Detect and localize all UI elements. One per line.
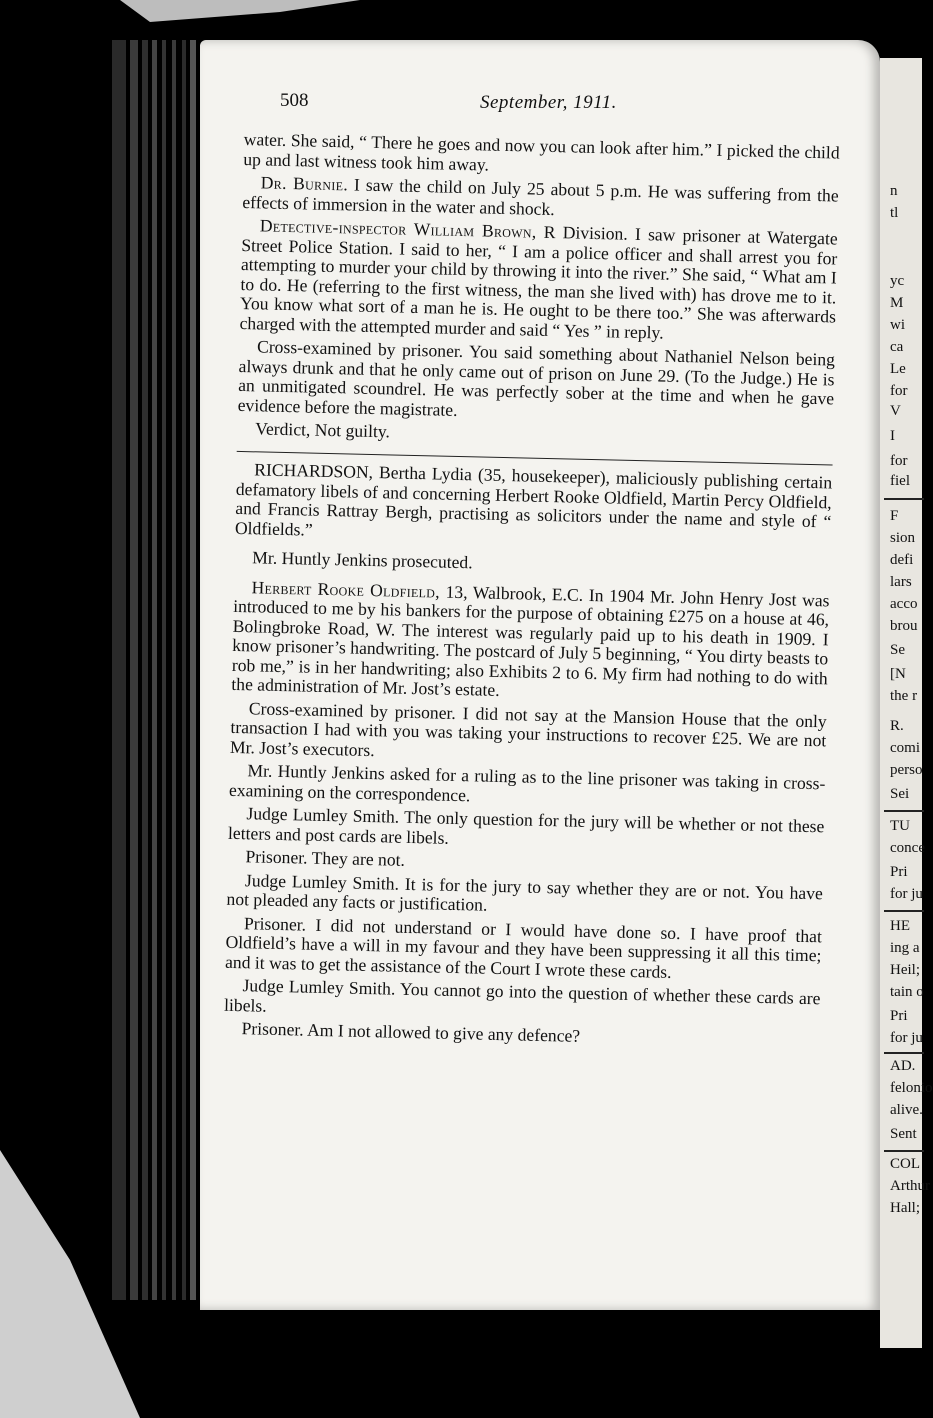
facing-page-fragment: Pri [890,1008,908,1024]
paragraph-judge-1: Judge Lumley Smith. The only question for the jury will be whether or not these letters and post cards are libels. [227,803,825,848]
facing-page-fragment: defi [890,552,914,568]
facing-page-fragment: for ju [890,886,923,902]
facing-page-fragment: acco [890,596,918,612]
facing-page-edge [880,58,933,1348]
facing-page-fragment: Se [890,642,905,658]
defendant-name: RICHARDSON, [254,459,374,483]
facing-page-fragment: lars [890,574,912,590]
facing-page-fragment: Arthur [890,1178,930,1194]
page-body [223,130,840,1056]
facing-page-fragment: fiel [890,473,910,489]
paragraph-judge-2: Judge Lumley Smith. It is for the jury to say whether they are or not. You have not pleaded any facts or justification. [226,869,824,915]
paragraph-verdict: Verdict, Not guilty. [255,418,391,442]
facing-page-fragment: M [890,295,904,311]
facing-page-fragment: alive. [890,1102,923,1118]
facing-page-fragment: perso [890,762,923,778]
running-head [480,92,617,114]
paragraph-judge-3: Judge Lumley Smith. You cannot go into the question of whether these cards are libels. [223,975,821,1016]
facing-page-fragment: n [890,183,898,199]
facing-page-fragment: Heil; [890,962,920,978]
facing-page-fragment: conce [890,840,925,856]
paragraph-case-heading: RICHARDSON, Bertha Lydia (35, housekeeper), maliciously publishing certain defamatory libels of and concerning Herbert Rooke Oldfield, Martin Percy Oldfield, and Francis Rattray Bergh, practising as solicitors under the name and style of “ Oldfields.” [234,459,833,540]
facing-page-fragment: Le [890,361,906,377]
facing-page-fragment: sion [890,530,916,546]
facing-page-fragment: V [890,403,901,419]
facing-page-fragment: for ju [890,1030,923,1046]
facing-page-fragment: Pri [890,864,908,880]
paragraph-cross-examined: Cross-examined by prisoner. You said something about Nathaniel Nelson being always drunk and that he only came out of prison on June 29. (To the Judge.) He is an unmitigated scoundrel. He was perfectly sober at the time and when he gave evidence before the magistrate. [237,336,836,420]
facing-page-fragment: COL [890,1156,920,1172]
facing-page-fragment: yc [890,273,905,289]
facing-page-fragment: R. [890,718,904,734]
facing-page-fragment: for [890,453,908,469]
page-number: 508 [280,90,309,111]
facing-page-rule [884,810,924,812]
paragraph-prisoner-1: Prisoner. They are not. [245,846,406,870]
facing-page-fragment: Sent [890,1126,917,1142]
facing-page-fragment: comi [890,740,920,756]
facing-page-fragment: [N [890,666,906,682]
facing-page-fragment: Hall; [890,1200,920,1216]
paragraph-testimony-water: water. She said, “ There he goes and now you can look after him.” I picked the child up and last witness took him away. [243,129,840,175]
paragraph-inspector-brown: Detective-inspector William Brown, R Division. I saw prisoner at Watergate Street Police Station. I said to her, “ I am a police officer and shall arrest you for attempting to murder your child by throwing it into the river.” She said, “ What am I to do. He (referring to the first witness, the man she lived with) has drove me to it. You know what sort of a man he is. He ought to be there too.” She was afterwards charged with the attempted murder and said “ Yes ” in reply. [239,215,838,343]
facing-page-fragment: brou [890,618,918,634]
paragraph-cross-examined-oldfield: Cross-examined by prisoner. I did not say at the Mansion House that the only transaction I had with you was taking your instructions to recover £25. We are not Mr. Jost’s executors. [229,697,827,760]
speaker-name: Herbert Rooke Oldfield, [251,576,441,602]
facing-page-rule [884,1052,924,1054]
facing-page-fragment: felonio [890,1080,933,1096]
speaker-name: Dr. Burnie. [260,172,349,195]
paragraph-prosecuted: Mr. Huntly Jenkins prosecuted. [252,547,473,573]
facing-page-fragment: tain o [890,984,924,1000]
facing-page-fragment: ca [890,339,904,355]
facing-page-fragment: I [890,428,895,444]
facing-page-rule [884,498,924,500]
facing-page-fragment: Sei [890,786,910,802]
facing-page-fragment: wi [890,317,905,333]
facing-page-rule [884,1150,924,1152]
paragraph-dr-burnie: Dr. Burnie. I saw the child on July 25 about 5 p.m. He was suffering from the effects of immersion in the water and shock. [242,172,839,219]
speaker-name: Detective-inspector William Brown, [259,215,537,242]
facing-page-fragment: for [890,383,908,399]
paragraph-prisoner-2: Prisoner. I did not understand or I would have done so. I have proof that Oldfield’s have a will in my favour and they have been suppressing it all this time; and it was to get the assistance of the Court I wrote these cards. [224,912,823,982]
facing-page-fragment: the r [890,688,918,704]
paragraph-ruling-request: Mr. Huntly Jenkins asked for a ruling as to the line prisoner was taking in cross-examining on the correspondence. [228,760,826,805]
facing-page-fragment: tl [890,205,899,221]
facing-page-fragment: F [890,508,899,524]
page-header [280,90,840,120]
paragraph-oldfield-testimony: Herbert Rooke Oldfield, 13, Walbrook, E.C. In 1904 Mr. John Henry Jost was introduced to me by his bankers for the purpose of obtaining £275 on a house at 46, Bolingbroke Road, W. The interest was regularly paid up to his death in 1909. I know prisoner’s handwriting. The postcard of July 5 beginning, “ You dirty beasts to rob me,” is in her handwriting; also Exhibits 2 to 6. My firm had nothing to do with the administration of Mr. Jost’s estate. [231,576,830,700]
facing-page-fragment: ing a [890,940,920,956]
running-head-text: September, 1911. [480,92,617,113]
facing-page-fragment: HE [890,918,910,934]
paragraph-prisoner-3: Prisoner. Am I not allowed to give any defence? [241,1018,581,1046]
book-page [200,40,880,1310]
facing-page-fragment: TU [890,818,910,834]
facing-page-fragment: AD. [890,1058,916,1074]
facing-page-rule [884,910,924,912]
